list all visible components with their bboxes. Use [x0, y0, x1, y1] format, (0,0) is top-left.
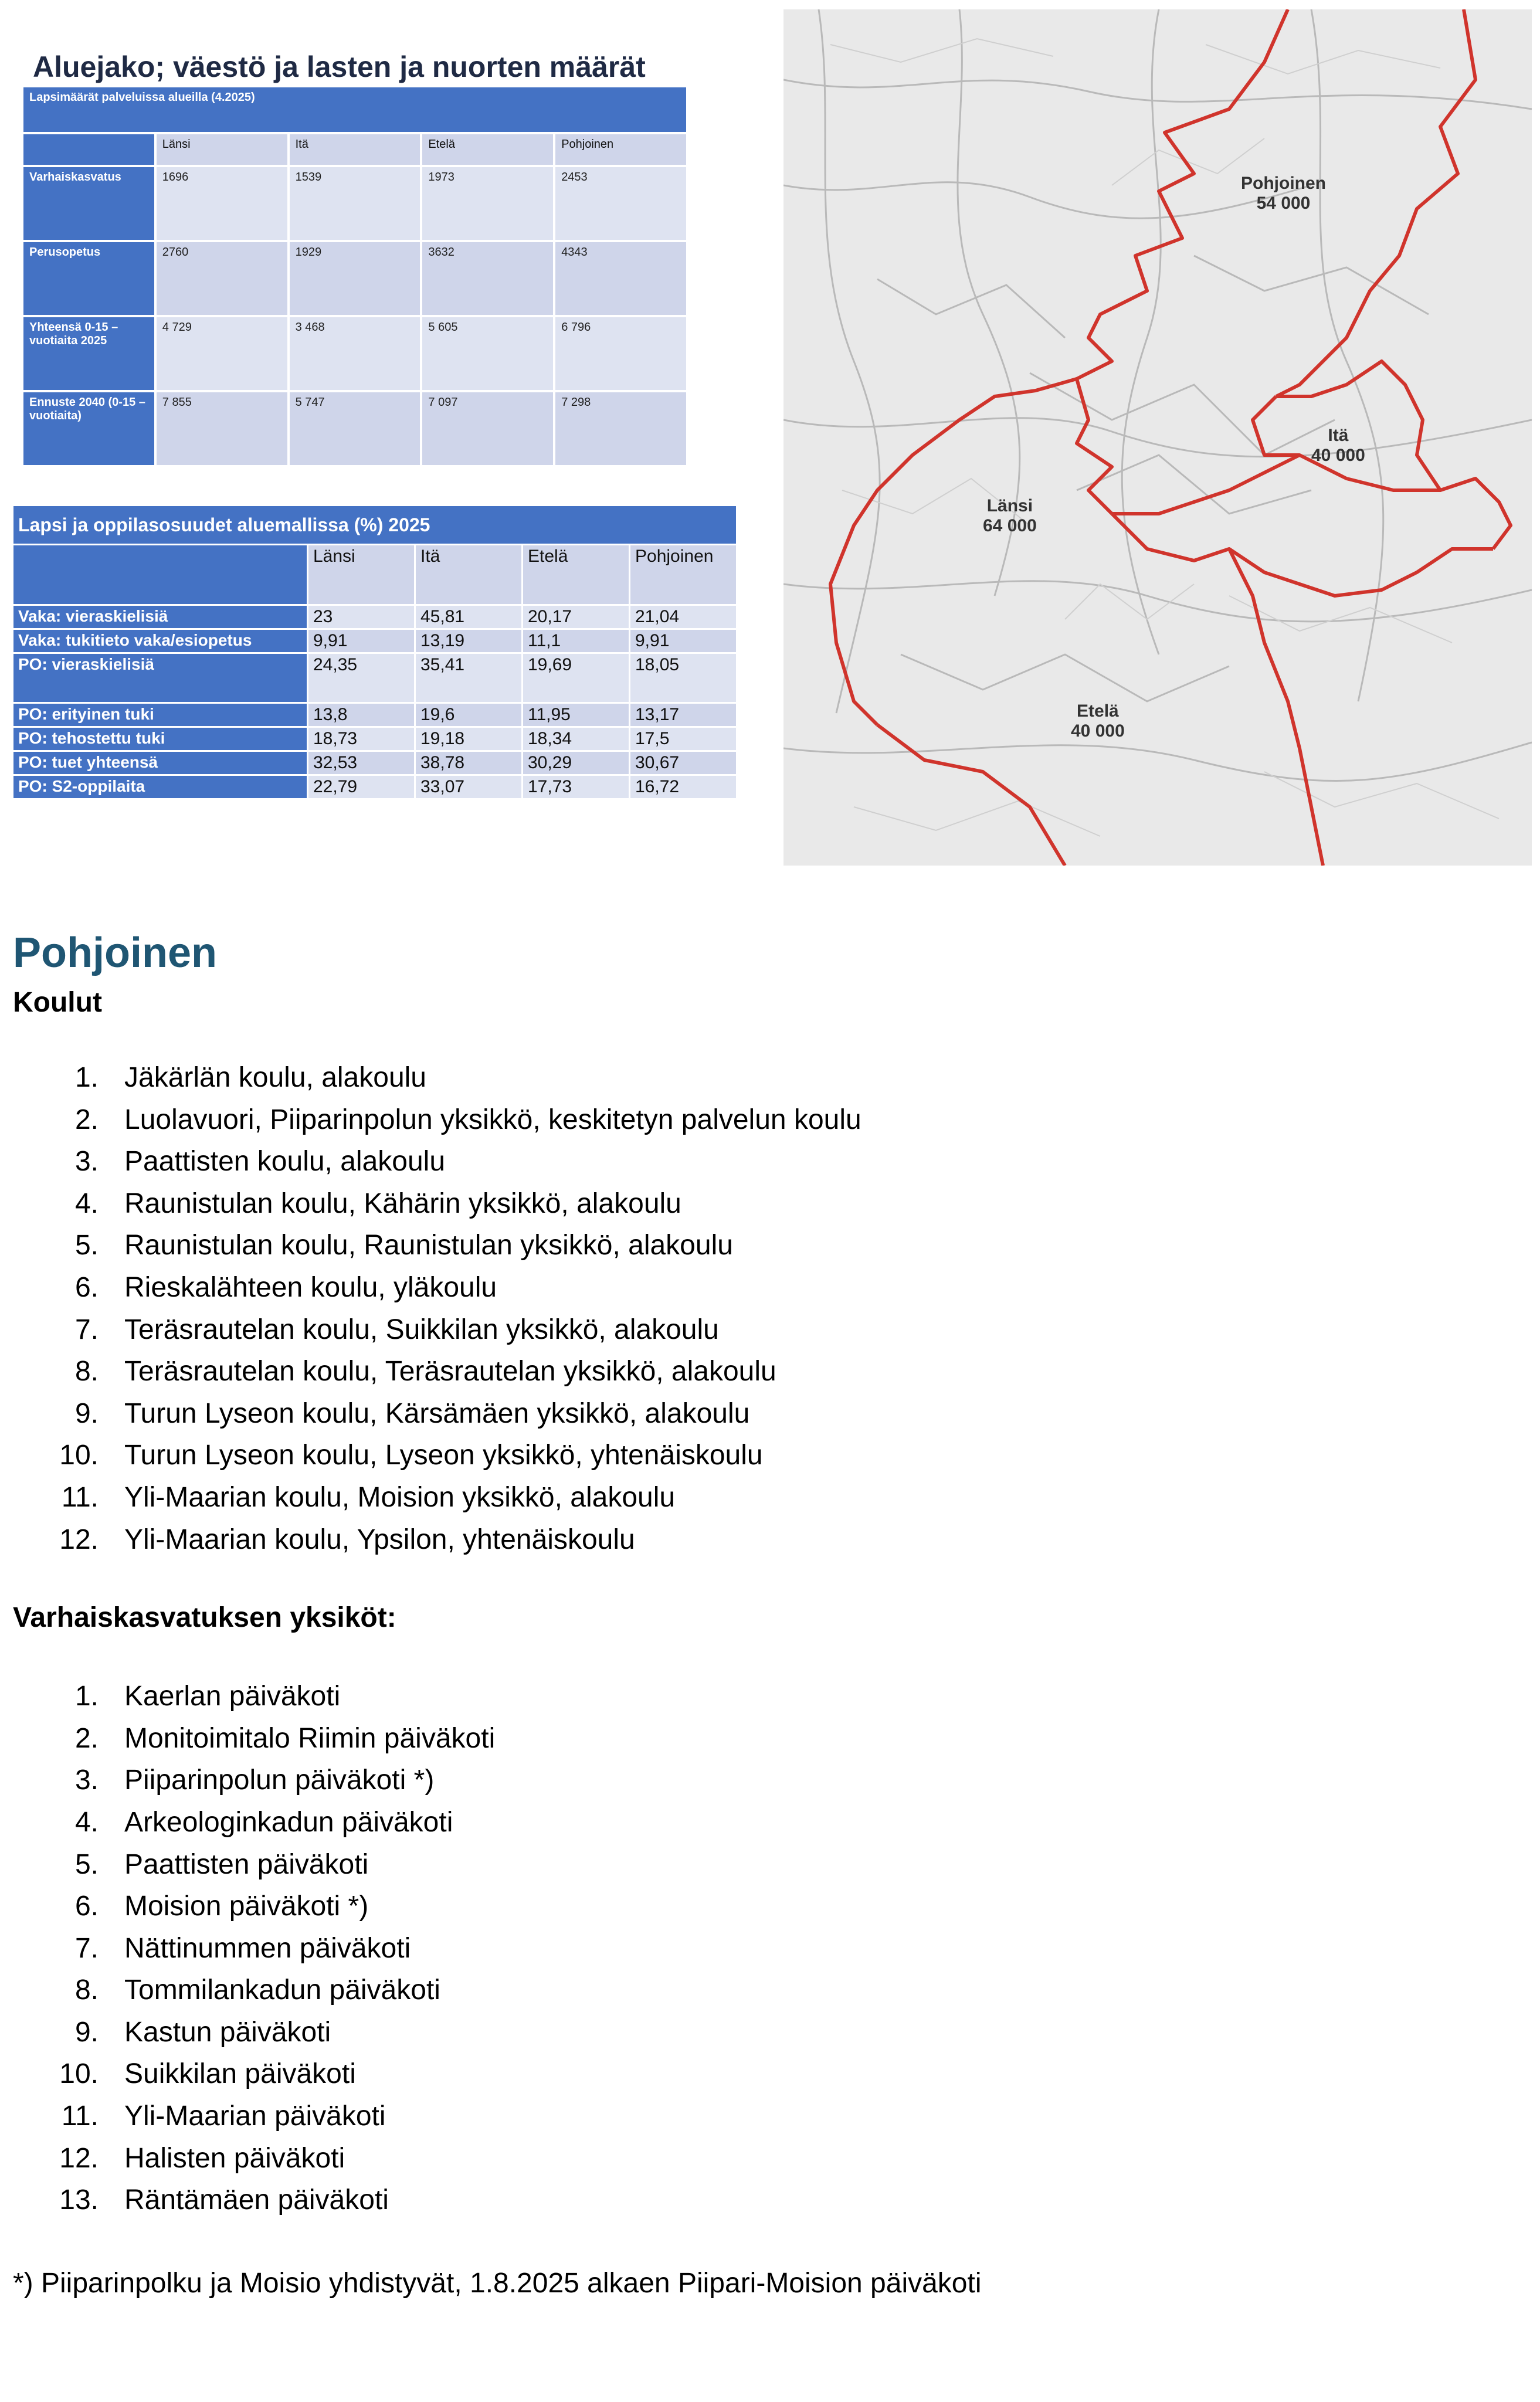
table-cell: 9,91	[308, 630, 414, 652]
list-number: 6.	[74, 1271, 99, 1303]
table-cell: 2453	[555, 167, 686, 240]
table-cell: 4343	[555, 242, 686, 315]
table-row	[13, 752, 736, 774]
list-number: 5.	[74, 1230, 99, 1261]
list-item-text: Räntämäen päiväkoti	[124, 2184, 389, 2216]
list-item	[13, 1309, 1514, 1351]
column-header: Itä	[416, 545, 521, 604]
list-item-text: Raunistulan koulu, Kähärin yksikkö, alakoulu	[124, 1188, 681, 1219]
table-cell: 13,17	[630, 704, 736, 726]
table-cell: 19,18	[416, 728, 521, 750]
list-item-text: Yli-Maarian koulu, Moision yksikkö, alakoulu	[124, 1481, 676, 1513]
region-population: 40 000	[1311, 446, 1365, 465]
region-population: 40 000	[1071, 721, 1125, 741]
list-item-text: Tommilankadun päiväkoti	[124, 1974, 440, 2006]
row-label: Ennuste 2040 (0-15 –vuotiaita)	[23, 392, 154, 465]
table-cell: 16,72	[630, 776, 736, 798]
footnote: *) Piiparinpolku ja Moisio yhdistyvät, 1.8.2025 alkaen Piipari-Moision päiväkoti	[13, 2267, 982, 2299]
schools-list	[13, 1057, 1514, 1560]
table-cell: 6 796	[555, 317, 686, 390]
table-cell: 18,34	[523, 728, 629, 750]
table-cell: 17,73	[523, 776, 629, 798]
table-cell: 11,1	[523, 630, 629, 652]
region-heading: Pohjoinen	[13, 929, 217, 976]
list-item	[13, 1267, 1514, 1309]
table-cell: 24,35	[308, 654, 414, 702]
list-item	[13, 1802, 1514, 1844]
list-number: 3.	[74, 1146, 99, 1178]
table-cell: 35,41	[416, 654, 521, 702]
daycare-list	[13, 1675, 1514, 2221]
table-cell: 22,79	[308, 776, 414, 798]
schools-heading: Koulut	[13, 987, 102, 1018]
column-header: Pohjoinen	[630, 545, 736, 604]
list-number: 11.	[61, 2101, 99, 2132]
table-cell: 3 468	[290, 317, 420, 390]
list-number: 3.	[74, 1765, 99, 1796]
table-cell: 45,81	[416, 606, 521, 628]
list-item	[13, 1099, 1514, 1141]
map-label-lansi	[983, 496, 1037, 536]
list-number: 8.	[74, 1974, 99, 2006]
region-population: 64 000	[983, 516, 1037, 535]
table-cell: 7 298	[555, 392, 686, 465]
table-cell: 23	[308, 606, 414, 628]
daycare-heading: Varhaiskasvatuksen yksiköt:	[13, 1602, 396, 1634]
region-population: 54 000	[1256, 194, 1311, 213]
table-cell: 19,69	[523, 654, 629, 702]
table-cell: 2760	[157, 242, 287, 315]
row-label: PO: tehostettu tuki	[13, 728, 307, 750]
table-cell: 33,07	[416, 776, 521, 798]
column-header: Pohjoinen	[555, 134, 686, 165]
table-row	[13, 728, 736, 750]
table-row	[13, 704, 736, 726]
list-item	[13, 1844, 1514, 1886]
region-name: Etelä	[1077, 701, 1119, 721]
list-number: 7.	[74, 1932, 99, 1964]
table-row	[13, 606, 736, 628]
table-cell: 38,78	[416, 752, 521, 774]
table-row	[23, 317, 686, 390]
row-label: Vaka: tukitieto vaka/esiopetus	[13, 630, 307, 652]
list-number: 10.	[59, 1440, 99, 1471]
list-item-text: Piiparinpolun päiväkoti *)	[124, 1765, 435, 1796]
list-number: 2.	[74, 1104, 99, 1135]
column-header: Etelä	[523, 545, 629, 604]
region-name: Länsi	[986, 496, 1033, 515]
list-number: 5.	[74, 1848, 99, 1880]
slide-title: Aluejako; väestö ja lasten ja nuorten määrät	[33, 50, 646, 83]
table-row	[23, 167, 686, 240]
map-label-etela	[1071, 701, 1125, 741]
table-cell: 17,5	[630, 728, 736, 750]
table-row	[23, 392, 686, 465]
corner-cell	[13, 545, 307, 604]
list-number: 4.	[74, 1188, 99, 1219]
list-item-text: Paattisten päiväkoti	[124, 1848, 369, 1880]
list-item-text: Luolavuori, Piiparinpolun yksikkö, keskitetyn palvelun koulu	[124, 1104, 861, 1135]
list-item	[13, 2011, 1514, 2054]
list-number: 8.	[74, 1356, 99, 1387]
table-row	[13, 654, 736, 702]
region-boundaries	[830, 9, 1511, 866]
list-item-text: Moision päiväkoti *)	[124, 1891, 369, 1922]
list-item	[13, 1928, 1514, 1970]
column-header: Länsi	[157, 134, 287, 165]
list-item-text: Raunistulan koulu, Raunistulan yksikkö, alakoulu	[124, 1230, 733, 1261]
list-item	[13, 1519, 1514, 1561]
list-item-text: Teräsrautelan koulu, Teräsrautelan yksikkö, alakoulu	[124, 1356, 776, 1387]
table-cell: 13,19	[416, 630, 521, 652]
table-cell: 19,6	[416, 704, 521, 726]
table-cell: 1539	[290, 167, 420, 240]
map-label-pohjoinen	[1241, 174, 1326, 213]
row-label: PO: erityinen tuki	[13, 704, 307, 726]
row-label: Vaka: vieraskielisiä	[13, 606, 307, 628]
list-item	[13, 1183, 1514, 1225]
list-item-text: Yli-Maarian koulu, Ypsilon, yhtenäiskoulu	[124, 1524, 635, 1555]
list-item-text: Yli-Maarian päiväkoti	[124, 2101, 386, 2132]
table-row	[13, 776, 736, 798]
table-cell: 5 747	[290, 392, 420, 465]
list-item	[13, 1057, 1514, 1099]
list-number: 10.	[59, 2058, 99, 2090]
list-item	[13, 1141, 1514, 1183]
list-item-text: Jäkärlän koulu, alakoulu	[124, 1062, 426, 1093]
map-label-ita	[1311, 426, 1365, 466]
row-label: Perusopetus	[23, 242, 154, 315]
area-population-slide	[15, 32, 688, 466]
row-label: PO: vieraskielisiä	[13, 654, 307, 702]
table-cell: 7 855	[157, 392, 287, 465]
row-label: PO: S2-oppilaita	[13, 776, 307, 798]
list-number: 12.	[59, 1524, 99, 1555]
list-item-text: Turun Lyseon koulu, Lyseon yksikkö, yhtenäiskoulu	[124, 1440, 763, 1471]
table-row	[23, 242, 686, 315]
table-cell: 1696	[157, 167, 287, 240]
region-section	[13, 927, 1514, 2301]
list-item-text: Suikkilan päiväkoti	[124, 2058, 356, 2090]
map-drawing	[783, 9, 1532, 866]
table-cell: 7 097	[422, 392, 553, 465]
map-contours	[830, 39, 1499, 836]
table-cell: 30,29	[523, 752, 629, 774]
list-item-text: Monitoimitalo Riimin päiväkoti	[124, 1722, 496, 1754]
list-item-text: Kaerlan päiväkoti	[124, 1681, 341, 1712]
table-cell: 1973	[422, 167, 553, 240]
list-item-text: Kastun päiväkoti	[124, 2016, 331, 2048]
table-title: Lapsi ja oppilasosuudet aluemallissa (%) 2025	[13, 506, 736, 544]
column-header: Länsi	[308, 545, 414, 604]
list-number: 9.	[74, 2016, 99, 2048]
column-header: Etelä	[422, 134, 553, 165]
table-cell: 18,73	[308, 728, 414, 750]
list-number: 2.	[74, 1722, 99, 1754]
row-label: PO: tuet yhteensä	[13, 752, 307, 774]
column-header: Itä	[290, 134, 420, 165]
table-cell: 30,67	[630, 752, 736, 774]
list-number: 9.	[74, 1397, 99, 1429]
table-cell: 3632	[422, 242, 553, 315]
list-item-text: Paattisten koulu, alakoulu	[124, 1146, 446, 1178]
table-cell: 13,8	[308, 704, 414, 726]
table-cell: 20,17	[523, 606, 629, 628]
table-cell: 21,04	[630, 606, 736, 628]
list-number: 4.	[74, 1806, 99, 1838]
table-row	[13, 630, 736, 652]
list-item	[13, 1224, 1514, 1267]
list-item-text: Arkeologinkadun päiväkoti	[124, 1806, 453, 1838]
table-subtitle: Lapsimäärät palveluissa alueilla (4.2025)	[23, 87, 686, 132]
list-item	[13, 1759, 1514, 1802]
list-item	[13, 1718, 1514, 1760]
list-item	[13, 1351, 1514, 1393]
region-map	[783, 9, 1532, 866]
table-cell: 5 605	[422, 317, 553, 390]
list-item-text: Teräsrautelan koulu, Suikkilan yksikkö, alakoulu	[124, 1314, 719, 1345]
children-count-table	[21, 85, 688, 467]
list-number: 12.	[59, 2142, 99, 2174]
list-number: 7.	[74, 1314, 99, 1345]
list-item	[13, 2053, 1514, 2095]
corner-cell	[23, 134, 154, 165]
list-item	[13, 1393, 1514, 1435]
list-item	[13, 1675, 1514, 1718]
list-number: 13.	[59, 2184, 99, 2216]
list-item-text: Nättinummen päiväkoti	[124, 1932, 411, 1964]
region-name: Pohjoinen	[1241, 174, 1326, 193]
table-cell: 11,95	[523, 704, 629, 726]
list-item	[13, 1434, 1514, 1477]
list-item	[13, 2179, 1514, 2221]
table-cell: 9,91	[630, 630, 736, 652]
list-number: 11.	[61, 1481, 99, 1513]
list-item	[13, 1969, 1514, 2011]
list-item-text: Halisten päiväkoti	[124, 2142, 345, 2174]
list-item-text: Turun Lyseon koulu, Kärsämäen yksikkö, alakoulu	[124, 1397, 750, 1429]
table-cell: 1929	[290, 242, 420, 315]
table-cell: 32,53	[308, 752, 414, 774]
list-number: 1.	[74, 1681, 99, 1712]
list-number: 6.	[74, 1891, 99, 1922]
region-name: Itä	[1328, 426, 1349, 445]
list-item	[13, 1477, 1514, 1519]
list-item	[13, 1885, 1514, 1928]
row-label: Varhaiskasvatus	[23, 167, 154, 240]
list-item-text: Rieskalähteen koulu, yläkoulu	[124, 1271, 497, 1303]
list-number: 1.	[74, 1062, 99, 1093]
row-label: Yhteensä 0-15 –vuotiaita 2025	[23, 317, 154, 390]
share-percentages-table	[12, 504, 738, 800]
table-cell: 18,05	[630, 654, 736, 702]
list-item	[13, 2138, 1514, 2180]
table-cell: 4 729	[157, 317, 287, 390]
map-roads	[783, 9, 1532, 781]
list-item	[13, 2095, 1514, 2138]
